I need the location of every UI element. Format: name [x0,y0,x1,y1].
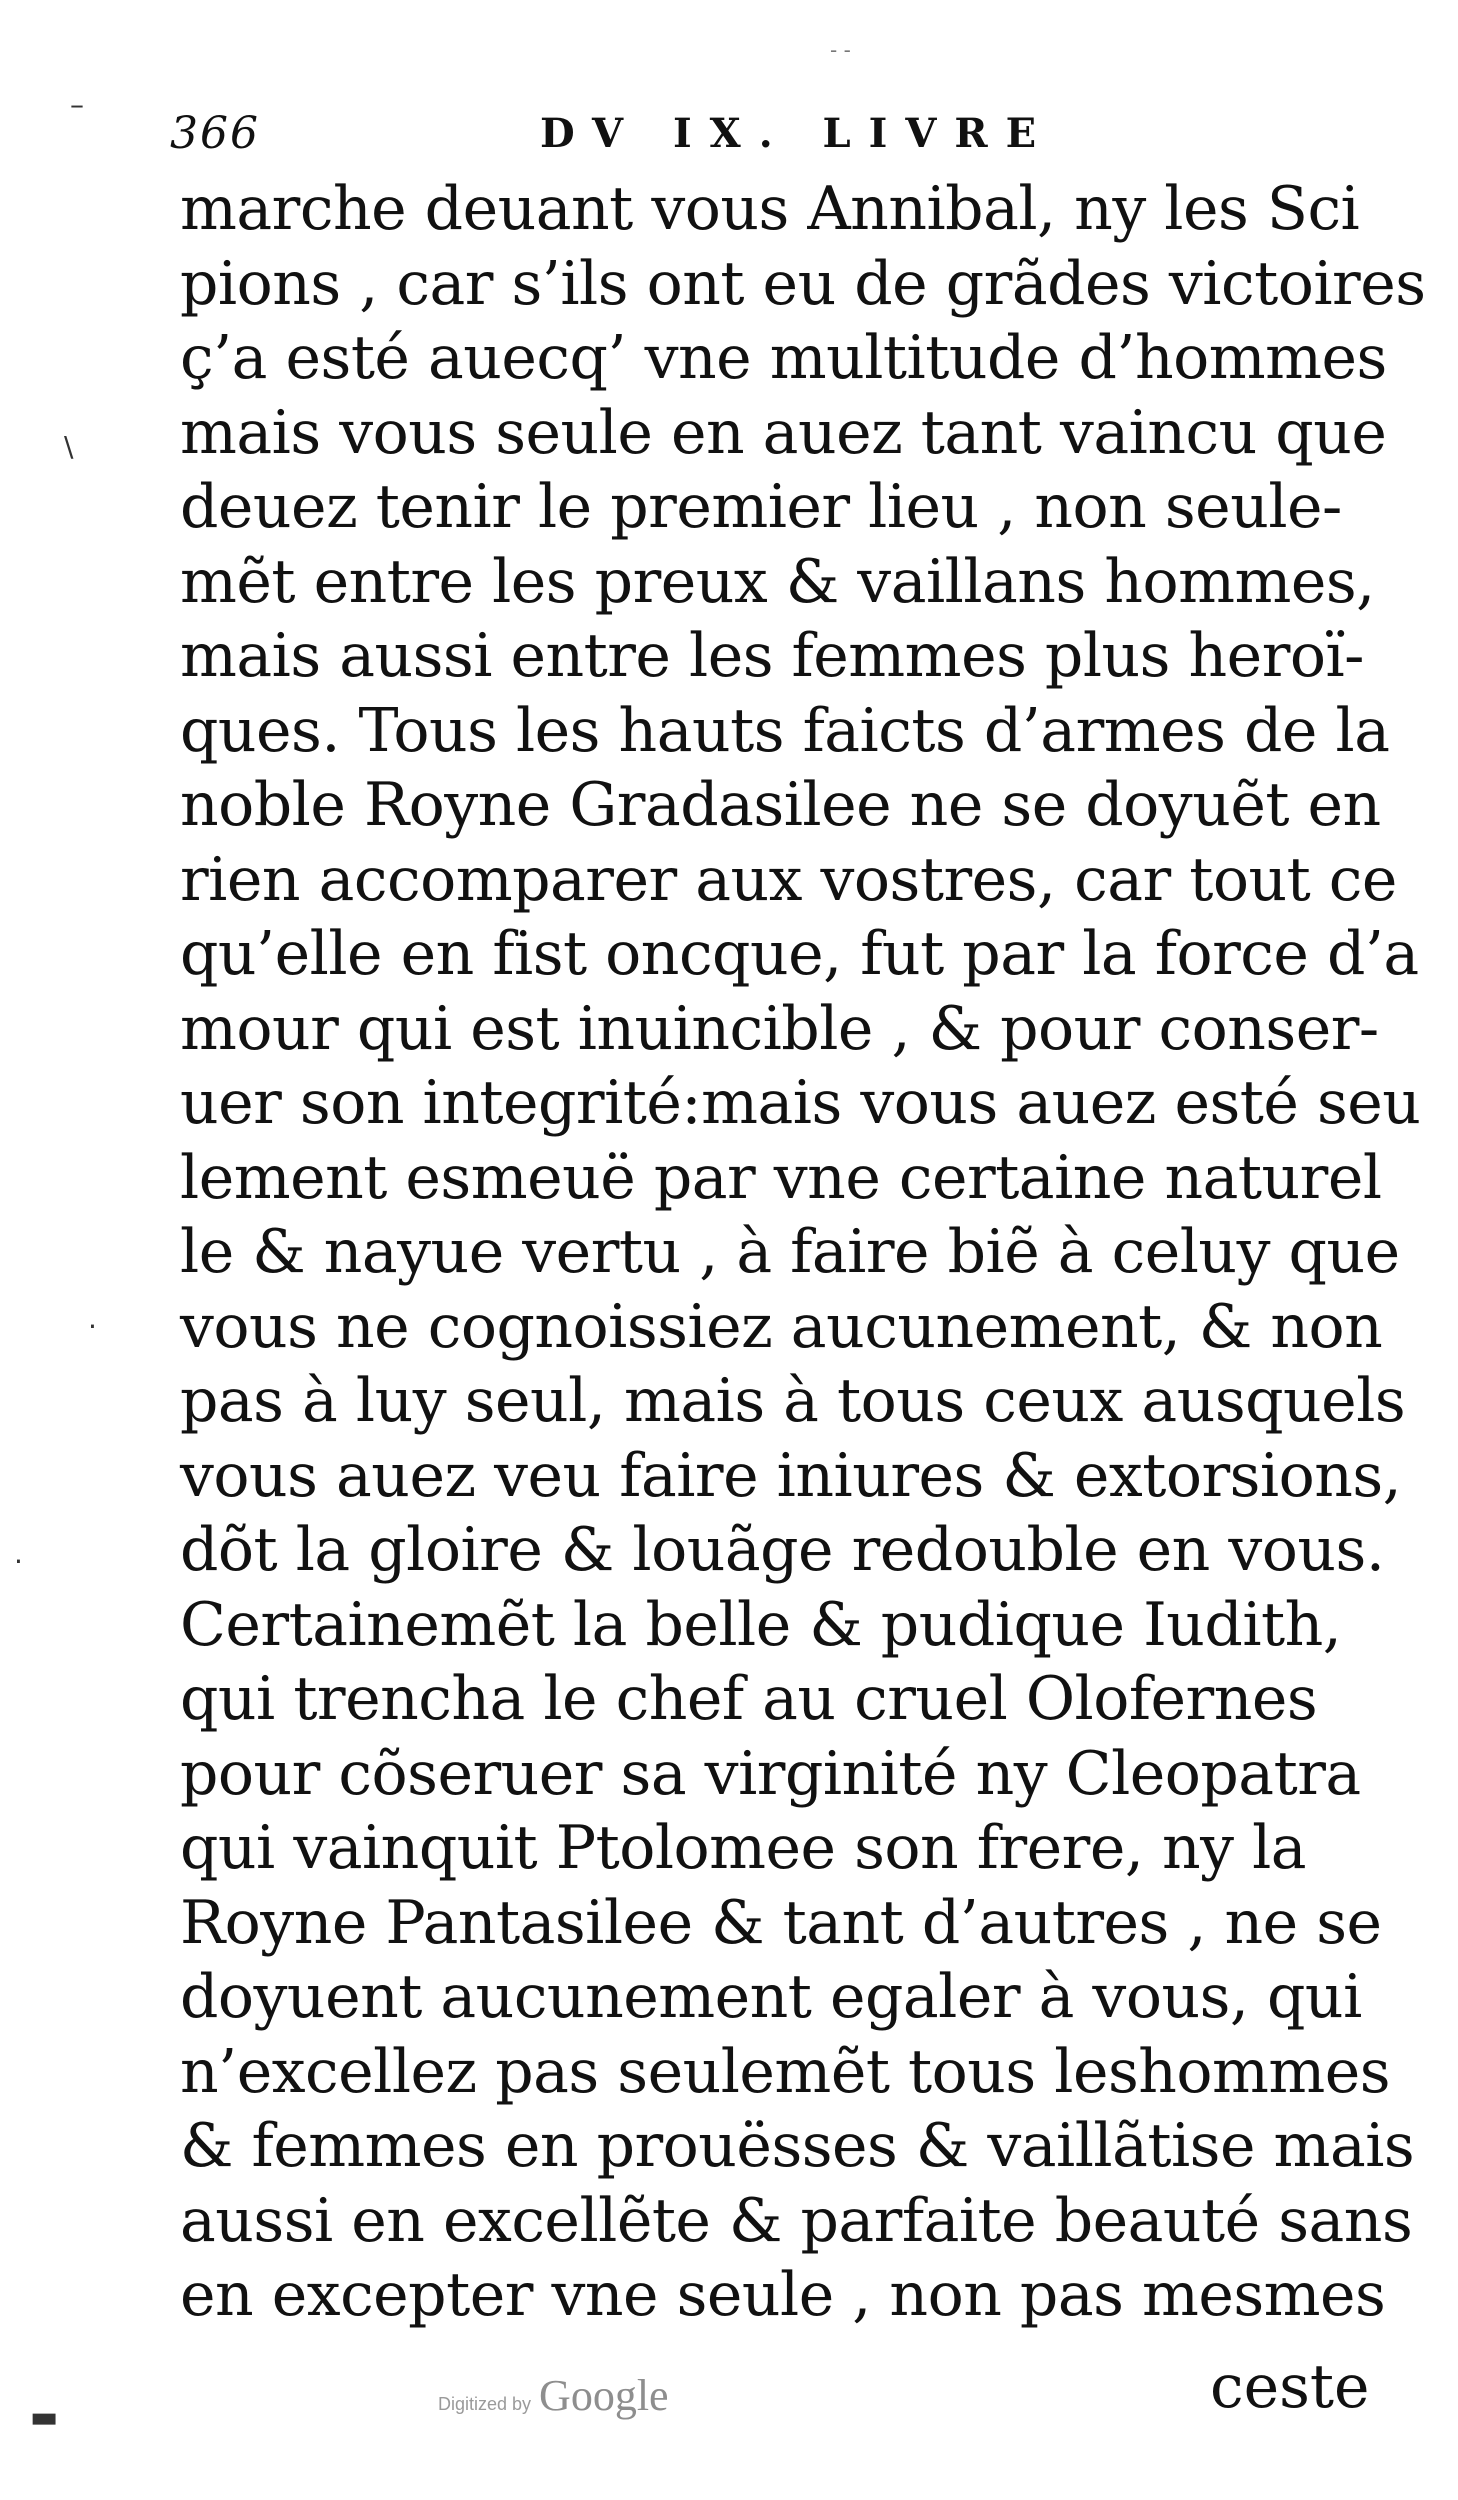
text-line: vous ne cognoissiez aucunement, & non [180,1291,1383,1362]
text-line: Certainemẽt la belle & pudique Iudith, [180,1589,1342,1660]
top-edge-mark: - - [830,38,851,62]
text-line: qu’elle en fist oncque, fut par la force d’a [180,919,1419,989]
digitization-watermark [438,2370,669,2421]
text-line: marche deuant vous Annibal, ny les Sci [180,174,1360,244]
text-line: en excepter vne seule , non pas mesmes [180,2260,1386,2330]
text-line: qui trencha le chef au cruel Olofernes [180,1664,1318,1734]
text-line: pas à luy seul, mais à tous ceux ausquels [180,1366,1406,1436]
text-line: ques. Tous les hauts faicts d’armes de la [180,695,1390,766]
text-line: pour cõseruer sa virginité ny Cleopatra [180,1738,1361,1809]
watermark-brand: Google [539,2371,669,2420]
text-line: & femmes en prouësses & vaillãtise mais [180,2111,1415,2181]
text-line: lement esmeuë par vne certaine naturel [180,1142,1382,1213]
text-line: mais aussi entre les femmes plus heroï- [180,621,1364,691]
text-line: qui vainquit Ptolomee son frere, ny la [180,1813,1307,1883]
text-line: Royne Pantasilee & tant d’autres , ne se [180,1887,1382,1958]
catchword: ceste [1210,2352,1370,2422]
text-line: deuez tenir le premier lieu , non seule- [180,472,1342,542]
text-line: vous auez veu faire iniures & extorsions, [180,1440,1402,1511]
text-line: uer son integrité:mais vous auez esté seu [180,1068,1421,1138]
text-line: ç’a esté auecq’ vne multitude d’hommes [180,323,1387,393]
page-header [170,108,1090,168]
text-line: mais vous seule en auez tant vaincu que [180,397,1387,468]
margin-dash-mark: – [70,88,84,121]
text-line: pions , car s’ils ont eu de grãdes victoires [180,248,1426,319]
margin-dot-mark: · [14,1545,23,1578]
text-line: le & nayue vertu , à faire biẽ à celuy que [180,1217,1400,1287]
text-line: mẽt entre les preux & vaillans hommes, [180,546,1375,617]
text-line: doyuent aucunement egaler à vous, qui [180,1962,1362,2032]
text-line: dõt la gloire & louãge redouble en vous. [180,1515,1385,1585]
text-line: rien accomparer aux vostres, car tout ce [180,844,1397,915]
text-line: n’excellez pas seulemẽt tous leshommes [180,2036,1391,2107]
margin-smudge-mark: ▬ [30,2400,59,2435]
margin-stroke-mark: \ [64,430,74,463]
text-line: mour qui est inuincible , & pour conser- [180,993,1379,1064]
page-number: 366 [170,108,260,159]
text-line: noble Royne Gradasilee ne se doyuẽt en [180,770,1381,840]
text-line: aussi en excellẽte & parfaite beauté sans [180,2185,1413,2256]
body-text [180,172,1426,2333]
margin-speck-mark: · [88,1310,97,1343]
watermark-prefix: Digitized by [438,2394,532,2414]
running-head: DV IX. LIVRE [540,110,1055,157]
